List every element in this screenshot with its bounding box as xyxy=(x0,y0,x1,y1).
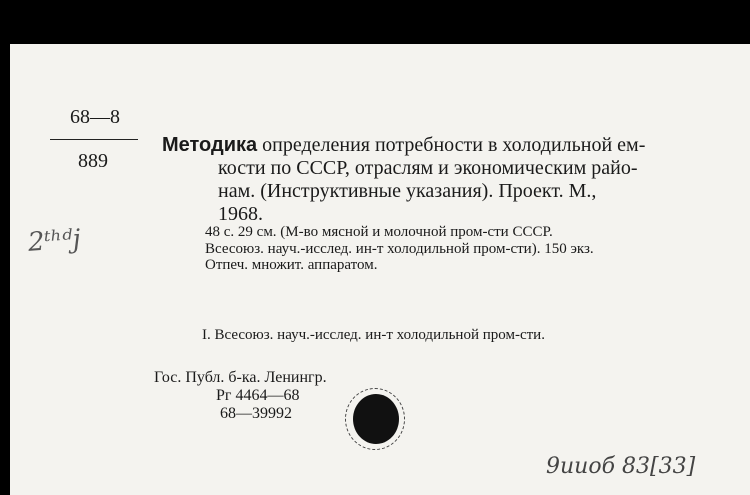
shelf-number: 889 xyxy=(78,150,108,172)
collation-line-2: Всесоюз. науч.-исслед. ин-т холодильной пром-сти). 150 экз. xyxy=(205,240,594,257)
title-block xyxy=(162,134,645,226)
title-line-2: кости по СССР, отраслям и экономическим райо- xyxy=(218,157,638,179)
class-number: 68—8 xyxy=(70,106,120,128)
title-line-4: 1968. xyxy=(218,203,263,225)
collation-block xyxy=(205,224,594,274)
library-number: 68—39992 xyxy=(220,405,292,422)
catalog-card xyxy=(10,44,750,495)
footer-handwritten-code: 9ииоб 83[33] xyxy=(546,454,696,479)
library-stamp xyxy=(353,394,399,444)
collation-line-1: 48 с. 29 см. (М-во мясной и молочной пром-сти СССР. xyxy=(205,224,553,240)
library-name: Гос. Публ. б-ка. Ленингр. xyxy=(154,369,327,386)
tracing-entry: I. Всесоюз. науч.-исслед. ин-т холодильной пром-сти. xyxy=(202,327,545,343)
library-block xyxy=(154,369,327,423)
title-line-1: определения потребности в холодильной ем- xyxy=(257,134,646,156)
divider-rule xyxy=(50,139,138,140)
title-line-3: нам. (Инструктивные указания). Проект. М., xyxy=(218,180,597,202)
collation-line-3: Отпеч. множит. аппаратом. xyxy=(205,257,378,273)
title-main-word: Методика xyxy=(162,134,258,156)
library-accession: Рг 4464—68 xyxy=(216,387,300,404)
handwritten-note: 2ᵗʰᵈj xyxy=(27,224,82,258)
